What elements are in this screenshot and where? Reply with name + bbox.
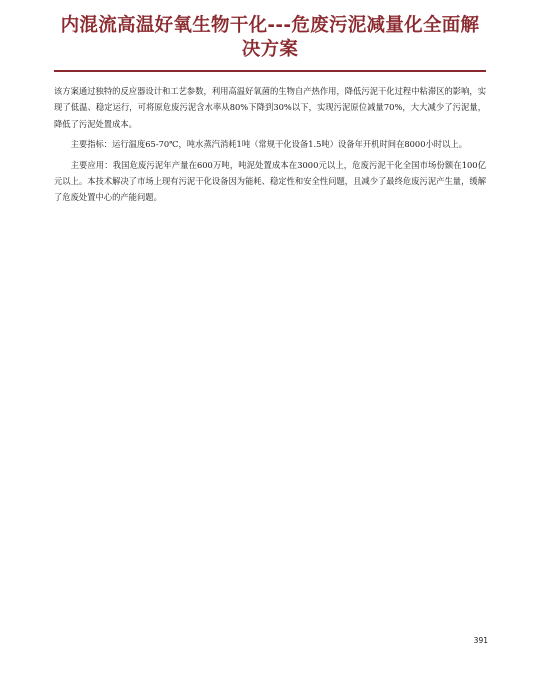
page-title: 内混流高温好氧生物干化---危废污泥减量化全面解决方案 [60, 15, 480, 60]
page-number: 391 [473, 636, 488, 645]
title-divider [54, 70, 486, 72]
document-body [54, 83, 486, 210]
paragraph-overview: 该方案通过独特的反应器设计和工艺参数，利用高温好氧菌的生物自产热作用，降低污泥干化过程中粘滞区的影响，实现了低温、稳定运行，可将原危废污泥含水率从80%下降到30%以下，实现污泥原位减量70%，大大减少了污泥量， 降低了污泥处置成本。 [54, 86, 486, 129]
paragraph-key-indicators: 主要指标：运行温度65-70℃，吨水蒸汽消耗1吨（常规干化设备1.5吨）设备年开机时间在8000小时以上。 [70, 139, 467, 150]
paragraph-main-applications: 主要应用：我国危废污泥年产量在600万吨，吨泥处置成本在3000元以上，危废污泥干化全国市场份额在100亿元以上。本技术解决了市场上现有污泥干化设备因为能耗、稳定性和安全性问题，且减少了最终危废污泥产生量，缓解了危废处置中心的产能问题。 [54, 159, 486, 203]
